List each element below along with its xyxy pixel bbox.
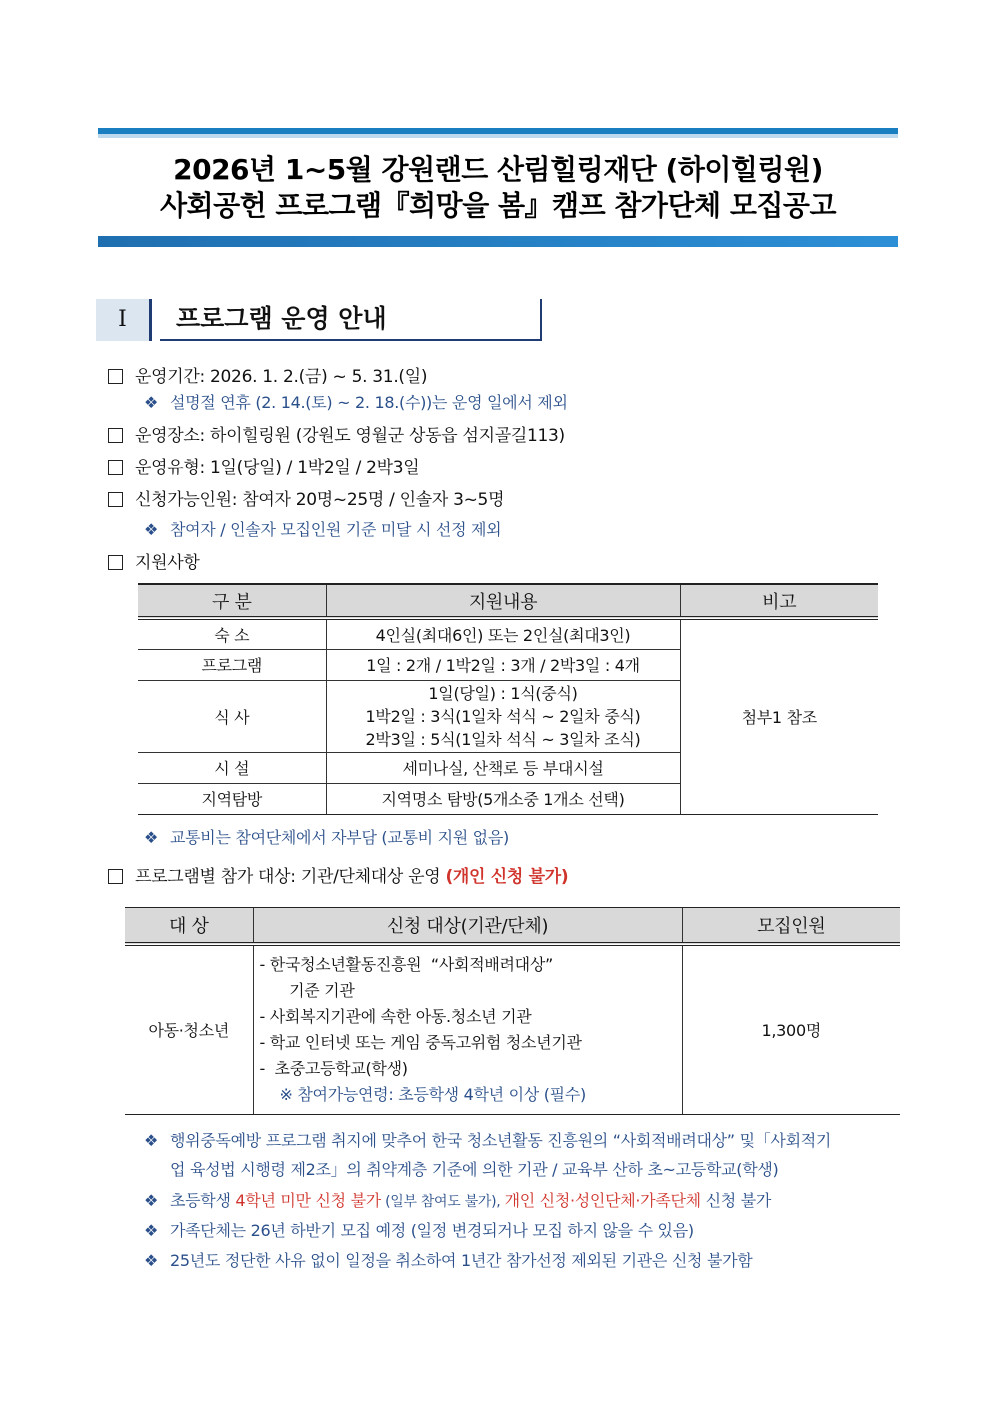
age-requirement-note: ※ 참여가능연령: 초등학생 4학년 이상 (필수) <box>279 1084 586 1104</box>
checkbox-icon <box>108 555 123 570</box>
table-row <box>125 944 900 1115</box>
table-header: 신청 대상(기관/단체) <box>253 908 682 944</box>
list-item: - 초중고등학교(학생) <box>259 1058 408 1078</box>
row-content: 지역명소 탐방(5개소중 1개소 선택) <box>326 783 680 814</box>
recruit-count: 1,300명 <box>682 944 900 1115</box>
footnote-4: ❖ 25년도 정단한 사유 없이 일정을 취소하여 1년간 참가선정 제외된 기관은 신청 불가함 <box>144 1251 753 1270</box>
title-bottom-bar <box>98 236 898 247</box>
target-highlight: (개인 신청 불가) <box>445 867 569 887</box>
table-header: 구 분 <box>138 584 326 618</box>
table-header-row <box>138 584 878 618</box>
row-label: 시 설 <box>138 752 326 783</box>
row-content <box>326 680 680 752</box>
checkbox-icon <box>108 492 123 507</box>
note-capacity: ❖ 참여자 / 인솔자 모집인원 기준 미달 시 선정 제외 <box>144 520 502 539</box>
footnote-1-line2: 업 육성법 시행령 제2조」의 취약계층 기준에 의한 기관 / 교육부 산하 초~고등학교(학생) <box>170 1160 779 1179</box>
list-item: - 한국청소년활동진흥원 “사회적배려대상” <box>259 954 553 974</box>
checkbox-icon <box>108 460 123 475</box>
diamond-bullet-icon: ❖ <box>144 1131 159 1150</box>
table-header: 대 상 <box>125 908 253 944</box>
support-table <box>138 583 878 815</box>
target-table <box>125 907 900 1115</box>
row-label: 지역탐방 <box>138 783 326 814</box>
row-label: 식 사 <box>138 680 326 752</box>
diamond-bullet-icon: ❖ <box>144 393 159 412</box>
item-place: 운영장소: 하이힐링원 (강원도 영월군 상동읍 섬지골길113) <box>108 421 565 446</box>
row-label: 숙 소 <box>138 618 326 649</box>
table-row <box>138 618 878 649</box>
diamond-bullet-icon: ❖ <box>144 828 159 847</box>
row-content: 세미나실, 산책로 등 부대시설 <box>326 752 680 783</box>
table-header-row <box>125 908 900 944</box>
note-transport: ❖ 교통비는 참여단체에서 자부담 (교통비 지원 없음) <box>144 828 509 847</box>
item-type: 운영유형: 1일(당일) / 1박2일 / 2박3일 <box>108 453 419 478</box>
remark-cell: 첨부1 참조 <box>680 618 878 814</box>
meal-line: 2박3일 : 5식(1일차 석식 ~ 3일차 조식) <box>365 729 641 749</box>
row-content: 1일 : 2개 / 1박2일 : 3개 / 2박3일 : 4개 <box>326 649 680 680</box>
item-support: 지원사항 <box>108 548 200 573</box>
item-capacity: 신청가능인원: 참여자 20명~25명 / 인솔자 3~5명 <box>108 485 504 510</box>
diamond-bullet-icon: ❖ <box>144 520 159 539</box>
table-header: 비고 <box>680 584 878 618</box>
list-item: - 사회복지기관에 속한 아동.청소년 기관 <box>259 1006 532 1026</box>
checkbox-icon <box>108 369 123 384</box>
target-list <box>253 944 682 1115</box>
item-target: 프로그램별 참가 대상: 기관/단체대상 운영 (개인 신청 불가) <box>108 862 568 887</box>
checkbox-icon <box>108 869 123 884</box>
table-header: 모집인원 <box>682 908 900 944</box>
document-title-line1: 2026년 1~5월 강원랜드 산림힐링재단 (하이힐링원) <box>173 153 823 186</box>
table-header: 지원내용 <box>326 584 680 618</box>
list-item: - 학교 인터넷 또는 게임 중독고위험 청소년기관 <box>259 1032 582 1052</box>
meal-line: 1일(당일) : 1식(중식) <box>428 683 578 703</box>
list-item: 기준 기관 <box>279 980 355 1000</box>
document-title-line2: 사회공헌 프로그램『희망을 봄』캠프 참가단체 모집공고 <box>159 189 837 222</box>
footnote-1-line1: ❖ 행위중독예방 프로그램 취지에 맞추어 한국 청소년활동 진흥원의 “사회적배려대상” 및「사회적기 <box>144 1131 832 1150</box>
section-number: I <box>96 299 152 341</box>
diamond-bullet-icon: ❖ <box>144 1221 159 1240</box>
row-label: 프로그램 <box>138 649 326 680</box>
footnote-2: ❖ 초등학생 4학년 미만 신청 불가 (일부 참여도 불가), 개인 신청·성인단체·가족단체 신청 불가 <box>144 1191 772 1210</box>
footnote-3: ❖ 가족단체는 26년 하반기 모집 예정 (일정 변경되거나 모집 하지 않을 수 있음) <box>144 1221 694 1240</box>
section-title: 프로그램 운영 안내 <box>160 299 542 341</box>
checkbox-icon <box>108 428 123 443</box>
section-header <box>96 299 542 341</box>
target-label: 아동·청소년 <box>125 944 253 1115</box>
item-period: 운영기간: 2026. 1. 2.(금) ~ 5. 31.(일) <box>108 362 427 387</box>
note-period: ❖ 설명절 연휴 (2. 14.(토) ~ 2. 18.(수))는 운영 일에서 제외 <box>144 393 568 412</box>
row-content: 4인실(최대6인) 또는 2인실(최대3인) <box>326 618 680 649</box>
meal-line: 1박2일 : 3식(1일차 석식 ~ 2일차 중식) <box>365 706 641 726</box>
diamond-bullet-icon: ❖ <box>144 1191 159 1210</box>
title-top-bar <box>98 128 898 138</box>
diamond-bullet-icon: ❖ <box>144 1251 159 1270</box>
